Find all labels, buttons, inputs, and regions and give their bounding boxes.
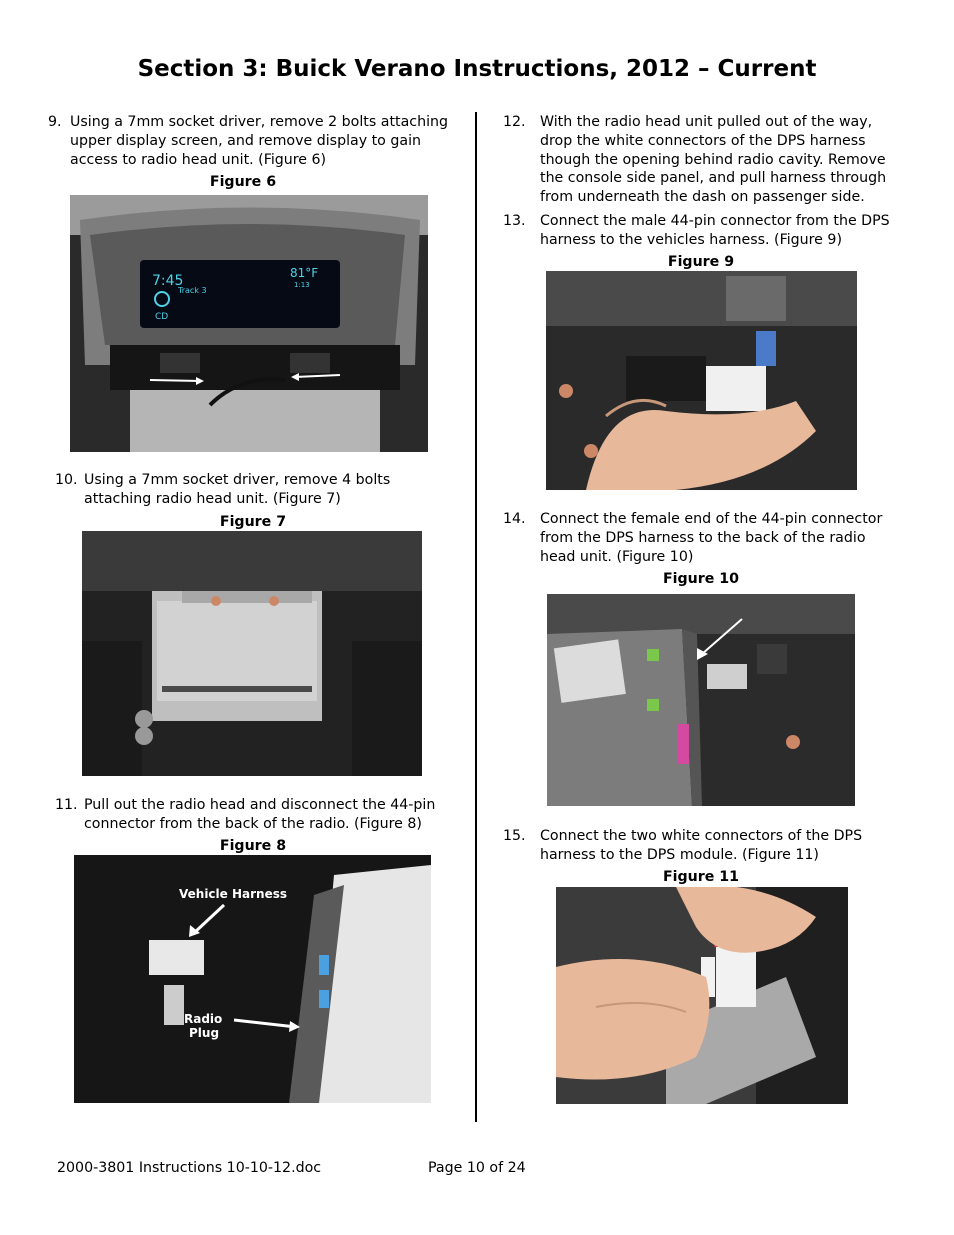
figure-11-photo xyxy=(556,887,848,1104)
figure-10-photo xyxy=(547,594,855,806)
figure-11-image xyxy=(556,887,848,1104)
figure-8-photo xyxy=(74,855,431,1103)
step-text: With the radio head unit pulled out of the way, drop the white connectors of the DPS harness though the opening behind radio cavity. Remove the console side panel, and pull harness through from underneath the dash on passenger side. xyxy=(540,114,887,206)
step-text: Connect the two white connectors of the DPS harness to the DPS module. (Figure 11) xyxy=(540,828,863,863)
step-13 xyxy=(503,212,903,250)
step-14 xyxy=(503,510,903,566)
step-number: 14. xyxy=(503,511,526,527)
step-text: Using a 7mm socket driver, remove 4 bolts attaching radio head unit. (Figure 7) xyxy=(84,472,391,507)
step-12 xyxy=(503,113,903,207)
step-number: 13. xyxy=(503,213,526,229)
step-text: Connect the female end of the 44-pin connector from the DPS harness to the back of the radio head unit. (Figure 10) xyxy=(540,511,883,565)
figure-7-image xyxy=(82,531,422,776)
step-text: Using a 7mm socket driver, remove 2 bolts attaching upper display screen, and remove display to gain access to radio head unit. (Figure 6) xyxy=(70,114,449,168)
figure-8-caption: Figure 8 xyxy=(219,838,287,854)
column-divider xyxy=(475,112,477,1122)
figure-7-photo xyxy=(82,531,422,776)
display-sub: 1:13 xyxy=(294,281,310,289)
figure-6-photo xyxy=(70,195,428,452)
step-number: 10. xyxy=(55,472,78,488)
figure-10-image xyxy=(547,594,855,806)
figure-10-caption: Figure 10 xyxy=(662,571,740,587)
display-cd: CD xyxy=(155,312,169,322)
step-9 xyxy=(48,113,458,169)
display-temp: 81°F xyxy=(290,266,319,280)
figure-9-image xyxy=(546,271,857,490)
footer-doc-name: 2000-3801 Instructions 10-10-12.doc xyxy=(57,1160,322,1176)
step-number: 11. xyxy=(55,797,78,813)
step-15 xyxy=(503,827,903,865)
label-vehicle-harness: Vehicle Harness xyxy=(179,887,287,901)
figure-8-image xyxy=(74,855,431,1103)
step-number: 15. xyxy=(503,828,526,844)
step-number: 9. xyxy=(48,114,62,130)
display-track: Track 3 xyxy=(178,286,207,295)
footer-page-number: Page 10 of 24 xyxy=(428,1160,526,1176)
step-number: 12. xyxy=(503,114,526,130)
figure-7-caption: Figure 7 xyxy=(219,514,287,530)
step-10 xyxy=(55,471,460,509)
figure-6-caption: Figure 6 xyxy=(209,174,277,190)
display-time: 7:45 xyxy=(152,273,184,289)
label-plug: Plug xyxy=(189,1026,220,1040)
figure-11-caption: Figure 11 xyxy=(662,869,740,885)
step-11 xyxy=(55,796,460,834)
label-radio: Radio xyxy=(184,1012,223,1026)
step-text: Pull out the radio head and disconnect the 44-pin connector from the back of the radio. (Figure 8) xyxy=(84,797,436,832)
figure-6-image xyxy=(70,195,428,452)
figure-9-photo xyxy=(546,271,857,490)
step-text: Connect the male 44-pin connector from the DPS harness to the vehicles harness. (Figure 9) xyxy=(540,213,890,248)
page-title: Section 3: Buick Verano Instructions, 2012 – Current xyxy=(137,56,817,82)
figure-9-caption: Figure 9 xyxy=(667,254,735,270)
